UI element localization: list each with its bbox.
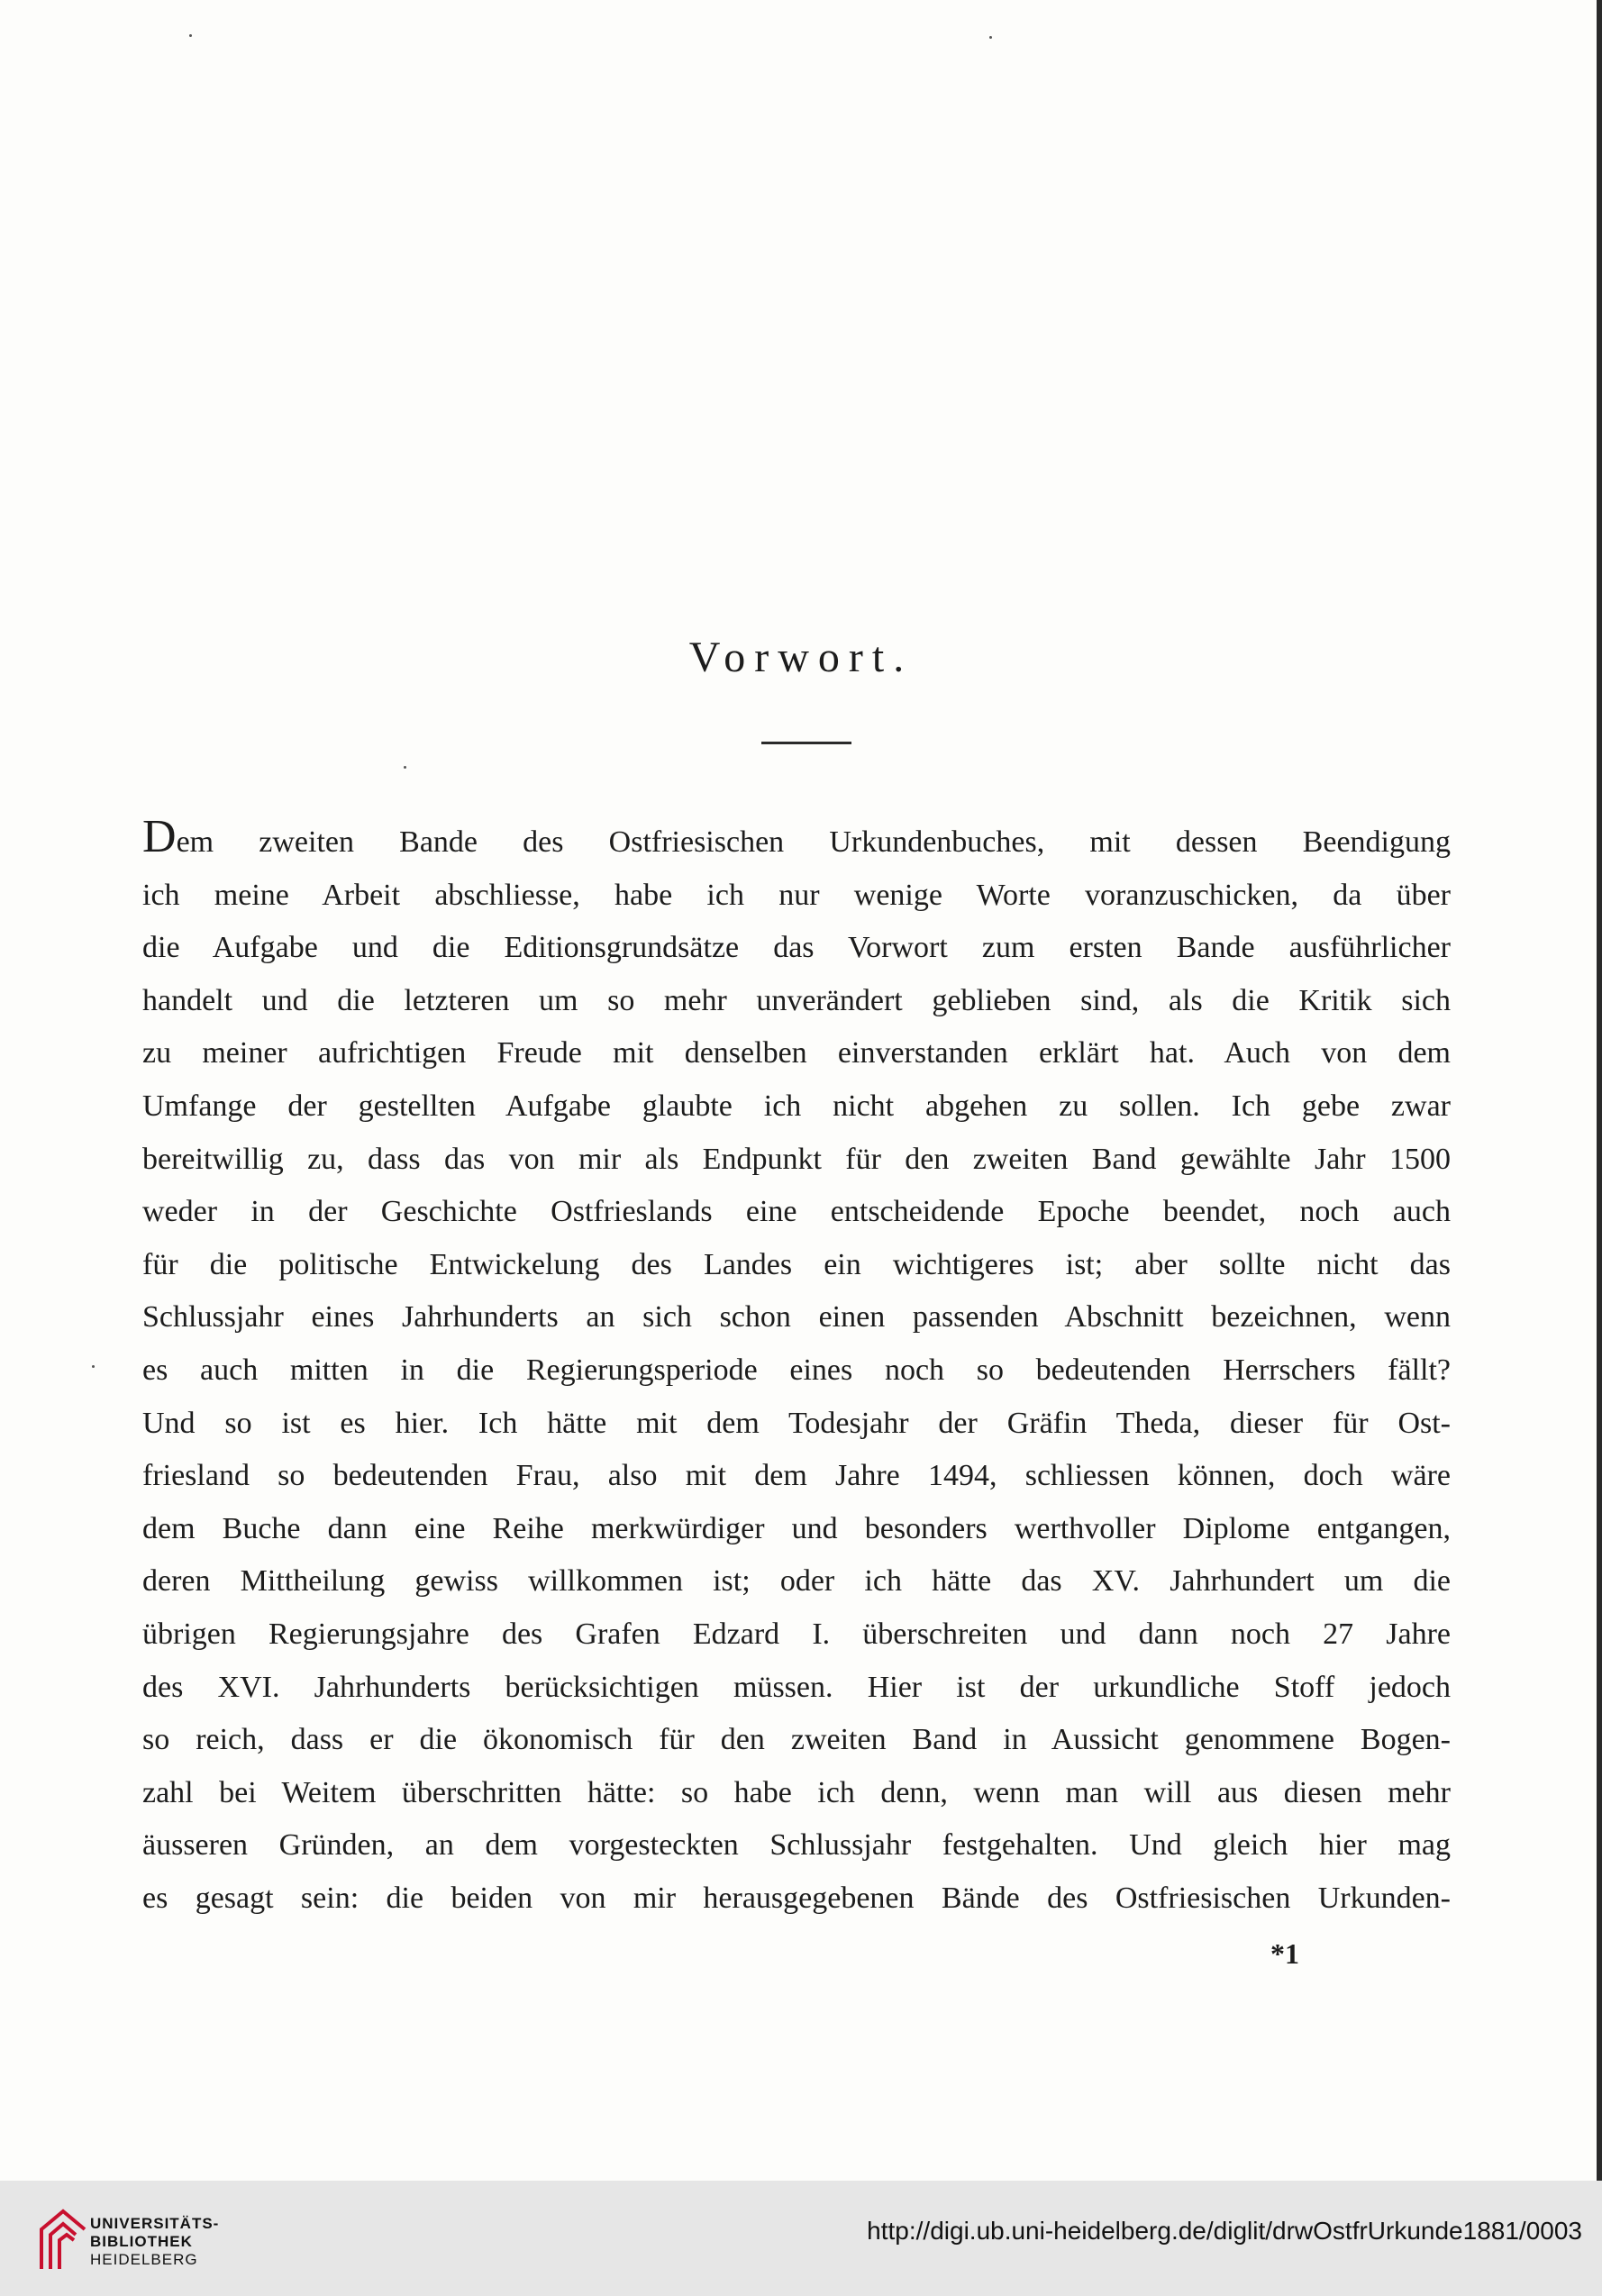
text-line: dem Buche dann eine Reihe merkwürdiger und besonders werthvoller Diplome entgangen, xyxy=(142,1511,1451,1545)
text-line: Und so ist es hier. Ich hätte mit dem Todesjahr der Gräfin Theda, dieser für Ost- xyxy=(142,1406,1451,1440)
text-line: es auch mitten in die Regierungsperiode eines noch so bedeutenden Herrschers fällt? xyxy=(142,1353,1451,1387)
text-line: für die politische Entwickelung des Landes ein wichtigeres ist; aber sollte nicht das xyxy=(142,1247,1451,1281)
scan-speck xyxy=(404,766,406,769)
text-line: weder in der Geschichte Ostfrieslands eine entscheidende Epoche beendet, noch auch xyxy=(142,1195,1451,1229)
page-title: Vorwort. xyxy=(688,633,914,681)
text-line: deren Mittheilung gewiss willkommen ist; oder ich hätte das XV. Jahrhundert um die xyxy=(142,1564,1451,1599)
text-line xyxy=(142,816,1451,870)
text-line: des XVI. Jahrhunderts berücksichtigen müssen. Hier ist der urkundliche Stoff jedoch xyxy=(142,1670,1451,1704)
scan-speck xyxy=(189,34,192,37)
text-line: die Aufgabe und die Editionsgrundsätze das Vorwort zum ersten Bande ausführlicher xyxy=(142,931,1451,965)
text-line: bereitwillig zu, dass das von mir als Endpunkt für den zweiten Band gewählte Jahr 1500 xyxy=(142,1142,1451,1176)
signature-mark: *1 xyxy=(1270,1937,1299,1970)
library-name[interactable] xyxy=(90,2215,219,2269)
title-divider xyxy=(761,742,851,744)
text-line: friesland so bedeutenden Frau, also mit dem Jahre 1494, schliessen können, doch wäre xyxy=(142,1459,1451,1493)
scan-speck xyxy=(92,1365,95,1368)
text-line: übrigen Regierungsjahre des Grafen Edzard I. überschreiten und dann noch 27 Jahre xyxy=(142,1617,1451,1651)
text-line: äusseren Gründen, an dem vorgesteckten Schlussjahr festgehalten. Und gleich hier mag xyxy=(142,1828,1451,1863)
text-line: ich meine Arbeit abschliesse, habe ich nur wenige Worte voranzuschicken, da über xyxy=(142,878,1451,912)
scan-speck xyxy=(989,36,992,39)
library-name-line: UNIVERSITÄTS- xyxy=(90,2215,220,2232)
text-line: handelt und die letzteren um so mehr unverändert geblieben sind, als die Kritik sich xyxy=(142,983,1451,1017)
university-library-logo-icon[interactable] xyxy=(36,2202,90,2274)
viewer-footer xyxy=(0,2181,1602,2296)
library-name-line: BIBLIOTHEK xyxy=(90,2233,193,2250)
text-line: so reich, dass er die ökonomisch für den zweiten Band in Aussicht genommene Bogen- xyxy=(142,1723,1451,1757)
body-paragraph xyxy=(142,816,1451,1925)
text-line: zu meiner aufrichtigen Freude mit denselben einverstanden erklärt hat. Auch von dem xyxy=(142,1036,1451,1071)
text-line: es gesagt sein: die beiden von mir herausgegebenen Bände des Ostfriesischen Urkunden- xyxy=(142,1881,1451,1915)
text-line: Schlussjahr eines Jahrhunderts an sich schon einen passenden Abschnitt bezeichnen, wenn xyxy=(142,1300,1451,1335)
text-line: Umfange der gestellten Aufgabe glaubte ich nicht abgehen zu sollen. Ich gebe zwar xyxy=(142,1089,1451,1123)
page-edge-shadow xyxy=(1597,0,1602,2181)
library-name-line: HEIDELBERG xyxy=(90,2251,198,2268)
permalink-url[interactable]: http://digi.ub.uni-heidelberg.de/diglit/drwOstfrUrkunde1881/0003 xyxy=(867,2217,1582,2245)
drop-cap: D xyxy=(142,816,177,862)
first-line-text: em zweiten Bande des Ostfriesischen Urkundenbuches, mit dessen Beendigung xyxy=(176,825,1451,859)
text-line: zahl bei Weitem überschritten hätte: so habe ich denn, wenn man will aus diesen mehr xyxy=(142,1775,1451,1809)
